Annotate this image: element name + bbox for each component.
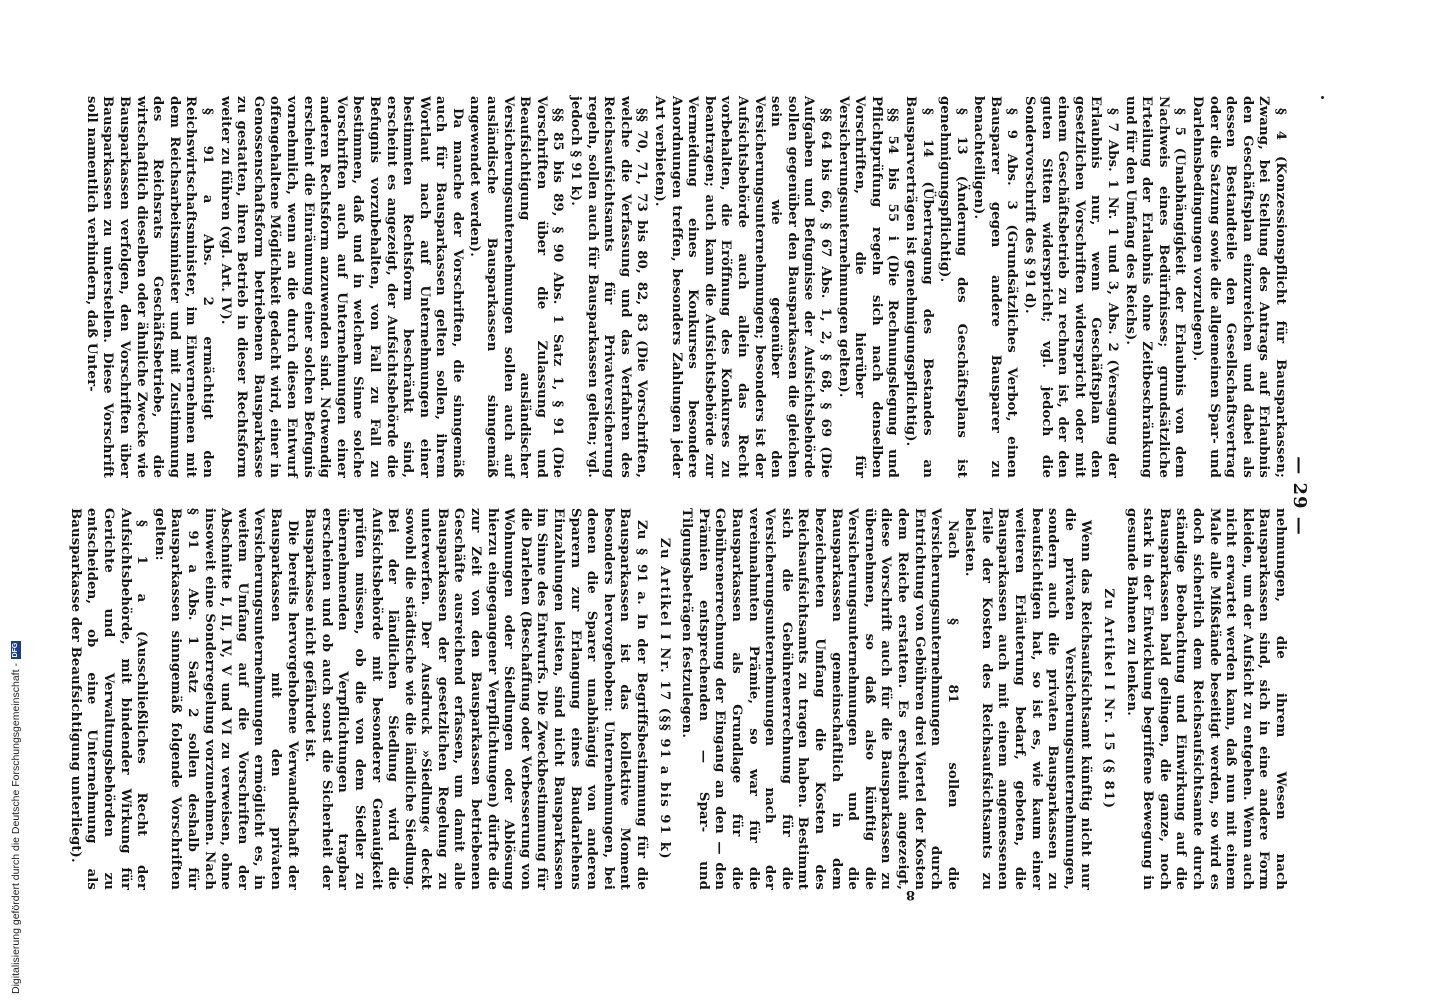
section-heading: Zu Artikel I Nr. 15 (§ 81)	[1101, 588, 1117, 810]
paragraph: § 7 Abs. 1 Nr. 1 und 3, Abs. 2 (Versagung der Erlaubnis nur, wenn Geschäftsplan den gesetzlichen Vorschriften widerspricht oder mit einem Geschäftsbetrieb zu rechnen ist, der den guten Sitten widerspricht; vgl. jedoch die Sondervorschrift des § 91 d).	[1022, 96, 1121, 478]
paragraph: Zu § 91 a. In der Begriffsbestimmung für die Bausparkassen ist das kollektive Moment besonders hervorgehoben: Unternehmungen, bei denen die Sparer unabhängig von anderen Sparern zur Erlangung eines Baudarlehens Einzahlungen leisten, sind nicht Bausparkassen im Sinne des Entwurfs. Die Zweckbestimmung für die Darlehen (Beschaffung oder Verbesserung von Wohnungen oder Siedlungen oder Ablösung hierzu eingegangener Verpflichtungen) dürfte die zur Zeit von den Bausparkassen betriebenen Geschäfte ausreichend erfassen, um damit alle Bausparkassen der gesetzlichen Regelung zu unterwerfen. Der Ausdruck »Siedlung« deckt sowohl die städtische wie die ländliche Siedlung. Bei der ländlichen Siedlung wird die Aufsichtsbehörde mit besonderer Genauigkeit prüfen müssen, ob die von dem Siedler zu übernehmenden Verpflichtungen tragbar erscheinen und ob auch sonst die Sicherheit der Bausparkasse nicht gefährdet ist.	[302, 508, 650, 890]
paragraph: §§ 70, 71, 73 bis 80, 82, 83 (Die Vorschriften, welche die Verfassung und das Verfahren des Reichsaufsichtsamts für Privatversicherung regeln, sollen auch für Bausparkassen gelten; vgl. jedoch § 91 k).	[568, 96, 650, 478]
paragraph: Wenn das Reichsaufsichtsamt künftig nicht nur die privaten Versicherungsunternehmungen, sondern auch die privaten Bausparkassen zu beaufsichtigen hat, so ist es, wie kaum einer weiteren Erläuterung bedarf, geboten, die Bausparkassen auch mit einem angemessenen Teile der Kosten des Reichsaufsichtsamts zu belasten.	[962, 508, 1094, 890]
digitization-footer	[9, 594, 23, 994]
dfg-logo-icon: DFG	[12, 642, 19, 658]
paragraph: § 1 a (Ausschließliches Recht der Aufsichtsbehörde, mit bindender Wirkung für Gerichte und Verwaltungsbehörden zu entscheiden, ob eine Unternehmung als Bausparkasse der Beaufsichtigung unterliegt).	[67, 508, 150, 890]
scan-speck	[1321, 96, 1324, 99]
text-column-left	[65, 508, 1288, 890]
page-number: — 29 —	[1289, 456, 1310, 536]
paragraph: Die bereits hervorgehobene Verwandtschaft der Bausparkassen mit den privaten Versicherungsunternehmungen ermöglicht es, in weitem Umfang auf die Vorschriften der Abschnitte I, II, IV, V und VI zu verweisen, ohne insoweit eine Sonderregelung vorzunehmen. Nach § 91 a Abs. 1 Satz 2 sollen deshalb für Bausparkassen sinngemäß folgende Vorschriften gelten:	[151, 508, 300, 890]
sheet-signature-number: 8	[905, 887, 915, 902]
paragraph: §§ 64 bis 66, § 67 Abs. 1, 2, § 68, § 69 (Die Aufgaben und Befugnisse der Aufsichtsbehörde sollen gegenüber den Bausparkassen die gleichen sein wie gegenüber den Versicherungsunternehmungen; besonders ist der Aufsichtsbehörde auch allein das Recht vorbehalten, die Eröffnung des Konkurses zu beantragen; auch kann die Aufsichtsbehörde zur Vermeidung eines Konkurses besondere Anordnungen treffen, besonders Zahlungen jeder Art verbieten).	[652, 96, 833, 478]
paragraph: §§ 54 bis 55 i (Die Rechnungslegung und Pflichtprüfung regeln sich nach denselben Vorschriften, die hierüber für Versicherungsunternehmungen gelten).	[835, 96, 901, 478]
paragraph: nehmungen, die ihrem Wesen nach Bausparkassen sind, sich in eine andere Form kleiden, um der Aufsicht zu entgehen. Wenn auch nicht erwartet werden kann, daß nun mit einem Male alle Mißstände beseitigt werden, so wird es doch sicherlich dem Reichsaufsichtsamte durch ständige Beobachtung und Einwirkung auf die Bausparkassen bald gelingen, die ganze, noch stark in der Entwicklung begriffene Bewegung in gesunde Bahnen zu lenken.	[1123, 508, 1288, 890]
paragraph: Nach § 81 sollen die Versicherungsunternehmungen durch Entrichtung von Gebühren drei Viertel der Kosten dem Reiche erstatten. Es erscheint angezeigt, diese Vorschrift auch für die Bausparkassen zu übernehmen, so daß also künftig die Versicherungsunternehmungen und die Bausparkassen gemeinschaftlich in dem bezeichneten Umfang die Kosten des Reichsaufsichtsamts zu tragen haben. Bestimmt sich die Gebührenerrechnung für die Versicherungsunternehmungen nach der vereinnahmten Prämie, so war für die Bausparkassen als Grundlage für die Gebührenerrechnung der Eingang an den — den Prämien entsprechenden — Spar- und Tilgungsbeträgen festzulegen.	[679, 508, 960, 890]
paragraph: § 4 (Konzessionspflicht für Bausparkassen; Zwang, bei Stellung des Antrags auf Erlaubnis den Geschäftsplan einzureichen und dabei als dessen Bestandteile den Gesellschaftsvertrag oder die Satzung sowie die allgemeinen Spar- und Darlehnsbedingungen vorzulegen).	[1190, 96, 1288, 478]
footer-text: Digitalisierung gefördert durch die Deutsche Forschungsgemeinschaft -	[10, 663, 22, 994]
paragraph: § 91 a Abs. 2 ermächtigt den Reichswirtschaftsminister, im Einvernehmen mit dem Reichsarbeitsminister und mit Zustimmung des Reichsrats Geschäftsbetriebe, die wirtschaftlich dieselben oder ähnliche Zwecke wie Bausparkassen verfolgen, den Vorschriften über Bausparkassen zu unterstellen. Diese Vorschrift soll namentlich verhindern, daß Unter-	[83, 96, 215, 478]
paragraph: § 14 (Übertragung des Bestandes an Bausparverträgen ist genehmigungspflichtig).	[902, 96, 935, 478]
paragraph: Da manche der Vorschriften, die sinngemäß auch für Bausparkassen gelten sollen, ihrem Wortlaut nach auf Unternehmungen einer bestimmten Rechtsform beschränkt sind, erscheint es angezeigt, der Aufsichtsbehörde die Befugnis vorzubehalten, von Fall zu Fall zu bestimmen, daß und in welchem Sinne solche Vorschriften auch auf Unternehmungen einer anderen Rechtsform anzuwenden sind. Notwendig erscheint die Einräumung einer solchen Befugnis vornehmlich, wenn an die durch diesen Entwurf offengehaltene Möglichkeit gedacht wird, einer in Genossenschaftsform betriebenen Bausparkasse zu gestatten, ihren Betrieb in dieser Rechtsform weiter zu führen (vgl. Art. IV).	[217, 96, 465, 478]
paragraph: § 5 (Unabhängigkeit der Erlaubnis von dem Nachweis eines Bedürfnisses; grundsätzliche Erteilung der Erlaubnis ohne Zeitbeschränkung und für den Umfang des Reichs).	[1122, 96, 1188, 478]
paragraph: §§ 85 bis 89, § 90 Abs. 1 Satz 1, § 91 (Die Vorschriften über die Zulassung und Beaufsichtigung ausländischer Versicherungsunternehmungen sollen auch auf ausländische Bausparkassen sinngemäß angewendet werden).	[467, 96, 566, 478]
paragraph: § 13 (Änderung des Geschäftsplans ist genehmigungspflichtig).	[937, 96, 969, 478]
paragraph: § 9 Abs. 3 (Grundsätzliches Verbot, einen Bausparer gegen andere Bausparer zu benachteiligen).	[971, 96, 1020, 478]
section-heading: Zu Artikel I Nr. 17 (§§ 91 a bis 91 k)	[656, 537, 672, 861]
text-column-right	[81, 96, 1288, 478]
rotated-page-content	[67, 96, 1310, 902]
